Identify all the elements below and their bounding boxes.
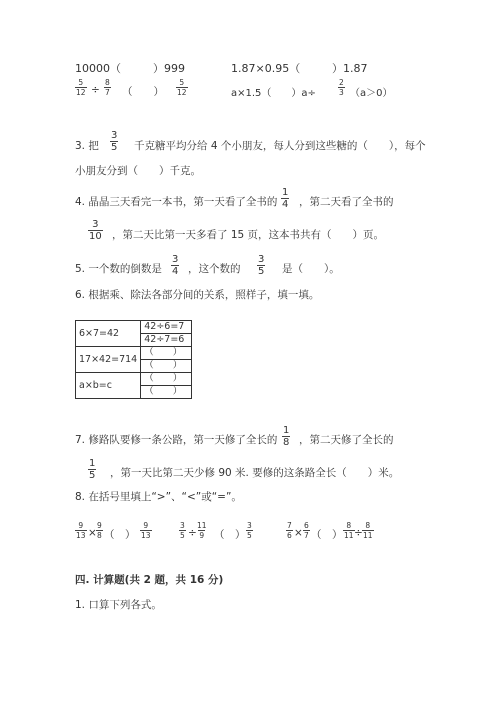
section-4-q1: 1. 口算下列各式。 <box>75 599 162 611</box>
table-cell-left: 17×42=714 <box>76 347 141 373</box>
row1-left-a: 10000（ <box>75 62 121 75</box>
q3-text-c: 小朋友分到（ ）千克。 <box>75 165 201 177</box>
q5-text-b: ，这个数的 <box>188 263 241 275</box>
relation-table <box>75 320 192 399</box>
q7-text-a: 7. 修路队要修一条公路，第一天修了全长的 <box>75 434 278 446</box>
q8-e1-paren: （ ） <box>104 529 136 541</box>
q7-fraction-2: $\frac{1}{5}$ <box>89 458 96 481</box>
q8-e1-fraction-2: $\frac{9}{8}$ <box>97 521 102 540</box>
row1-right-a: 1.87×0.95（ <box>231 62 301 75</box>
table-cell-right: （ ） <box>141 373 192 386</box>
q8-title: 8. 在括号里填上“>”、“<”或“=”。 <box>75 491 242 503</box>
q5-text-c: 是（ ）。 <box>282 263 340 275</box>
q8-e2-paren: （ ） <box>214 529 246 541</box>
q8-e3-fraction-4: $\frac{8}{11}$ <box>363 521 373 540</box>
row2-fraction-1: $\frac{5}{12}$ <box>76 78 86 97</box>
q5-fraction-2: $\frac{3}{5}$ <box>258 254 265 277</box>
table-cell-left: 6×7=42 <box>76 321 141 347</box>
table-row <box>76 321 192 334</box>
q8-e2-fraction-3: $\frac{3}{5}$ <box>247 521 252 540</box>
q3-fraction: $\frac{3}{5}$ <box>111 130 118 153</box>
table-row <box>76 373 192 386</box>
q7-text-c: ，第一天比第二天少修 90 米. 要修的这条路全长（ ）米。 <box>110 467 400 479</box>
row1-right-b: ）1.87 <box>332 62 368 75</box>
table-cell-left: a×b=c <box>76 373 141 399</box>
q7-fraction-1: $\frac{1}{8}$ <box>283 425 290 448</box>
q5-fraction-1: $\frac{3}{4}$ <box>172 254 179 277</box>
table-cell-right: （ ） <box>141 360 192 373</box>
row2-paren: （ ） <box>122 86 164 98</box>
q8-e3-fraction-3: $\frac{8}{11}$ <box>344 521 354 540</box>
row2-mid: a×1.5（ ）a÷ <box>231 88 316 99</box>
table-cell-right: 42÷7=6 <box>141 334 192 347</box>
row2-condition: （a＞0） <box>350 88 393 99</box>
q8-e3-operator-2: ÷ <box>354 527 363 539</box>
q6-title: 6. 根据乘、除法各部分间的关系，照样子，填一填。 <box>75 289 320 301</box>
row2-operator-1: ÷ <box>91 84 100 96</box>
q8-e1-fraction-1: $\frac{9}{13}$ <box>76 521 86 540</box>
q8-e3-paren: （ ） <box>311 529 343 541</box>
q8-e2-operator: ÷ <box>188 527 197 539</box>
table-cell-right: （ ） <box>141 386 192 399</box>
row2-fraction-3: $\frac{5}{12}$ <box>177 78 187 97</box>
q8-e1-operator: × <box>88 527 97 539</box>
q4-text-b: ，第二天看了全书的 <box>299 196 394 208</box>
row2-fraction-2: $\frac{8}{7}$ <box>105 78 110 97</box>
q8-e3-operator: × <box>294 527 303 539</box>
q3-text-a: 3. 把 <box>75 140 99 152</box>
q4-text-a: 4. 晶晶三天看完一本书，第一天看了全书的 <box>75 196 278 208</box>
q4-fraction-1: $\frac{1}{4}$ <box>282 187 289 210</box>
q8-e2-fraction-1: $\frac{3}{5}$ <box>180 521 185 540</box>
table-row <box>76 347 192 360</box>
row2-fraction-4: $\frac{2}{3}$ <box>339 78 344 97</box>
q8-e1-fraction-3: $\frac{9}{13}$ <box>141 521 151 540</box>
q4-text-c: ，第二天比第一天多看了 15 页，这本书共有（ ）页。 <box>112 229 385 241</box>
q5-text-a: 5. 一个数的倒数是 <box>75 263 162 275</box>
q4-fraction-2: $\frac{3}{10}$ <box>89 219 102 242</box>
section-4-title: 四. 计算题(共 2 题，共 16 分) <box>75 574 224 586</box>
table-cell-right: （ ） <box>141 347 192 360</box>
table-cell-right: 42÷6=7 <box>141 321 192 334</box>
q8-e3-fraction-1: $\frac{7}{6}$ <box>287 521 292 540</box>
q8-e3-fraction-2: $\frac{6}{7}$ <box>304 521 309 540</box>
q3-text-b: 千克糖平均分给 4 个小朋友，每人分到这些糖的（ ），每个 <box>134 140 426 152</box>
q8-e2-fraction-2: $\frac{11}{9}$ <box>197 521 207 540</box>
row1-left-b: ）999 <box>153 62 185 75</box>
q7-text-b: ，第二天修了全长的 <box>299 434 394 446</box>
